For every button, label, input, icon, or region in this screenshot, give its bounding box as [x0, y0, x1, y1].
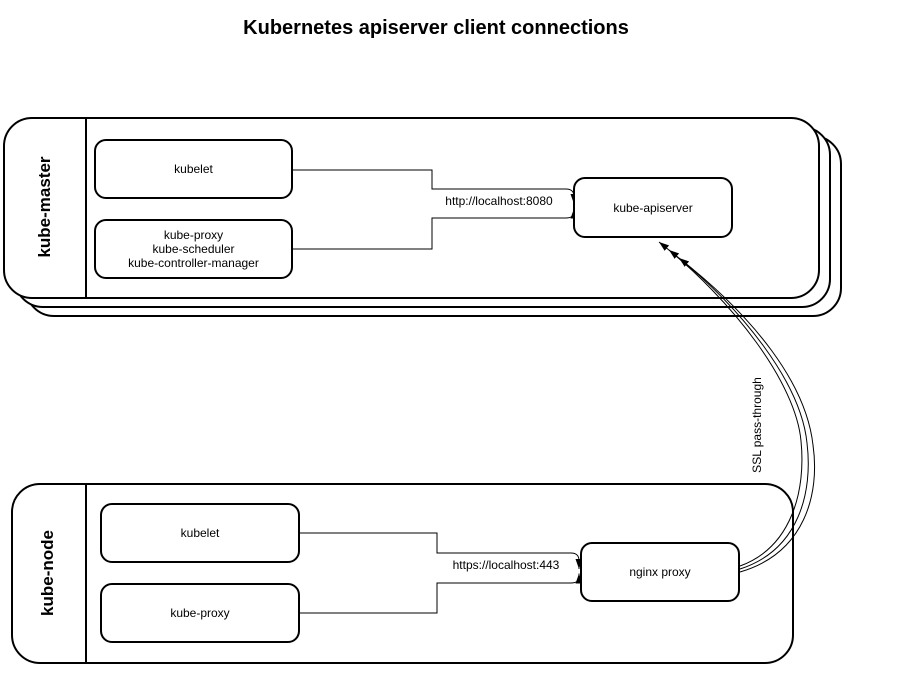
master-service-kube-proxy-label: kube-proxy [163, 228, 224, 242]
kube-master-label: kube-master [35, 156, 54, 258]
nginx-proxy-label: nginx proxy [629, 565, 691, 579]
kube-apiserver-node [573, 177, 733, 238]
master-service-kube-controller-manager-label: kube-controller-manager [128, 256, 259, 270]
node-kube-proxy-node [100, 583, 300, 643]
node-kubelet-node [100, 503, 300, 563]
node-kubelet-label: kubelet [180, 526, 220, 540]
master-kubelet-node [94, 139, 293, 199]
kube-node-label: kube-node [38, 530, 57, 616]
https-edge-label: https://localhost:443 [452, 558, 560, 572]
master-service-kube-scheduler-label: kube-scheduler [152, 242, 235, 256]
kube-apiserver-label: kube-apiserver [613, 200, 693, 215]
node-kube-proxy-label: kube-proxy [170, 606, 230, 620]
ssl-passthrough-label: SSL pass-through [750, 377, 764, 473]
diagram-title: Kubernetes apiserver client connections [243, 17, 629, 39]
master-kubelet-label: kubelet [174, 162, 213, 176]
master-services-node [94, 219, 293, 279]
http-edge-label: http://localhost:8080 [445, 194, 553, 208]
nginx-proxy-node [580, 542, 740, 602]
